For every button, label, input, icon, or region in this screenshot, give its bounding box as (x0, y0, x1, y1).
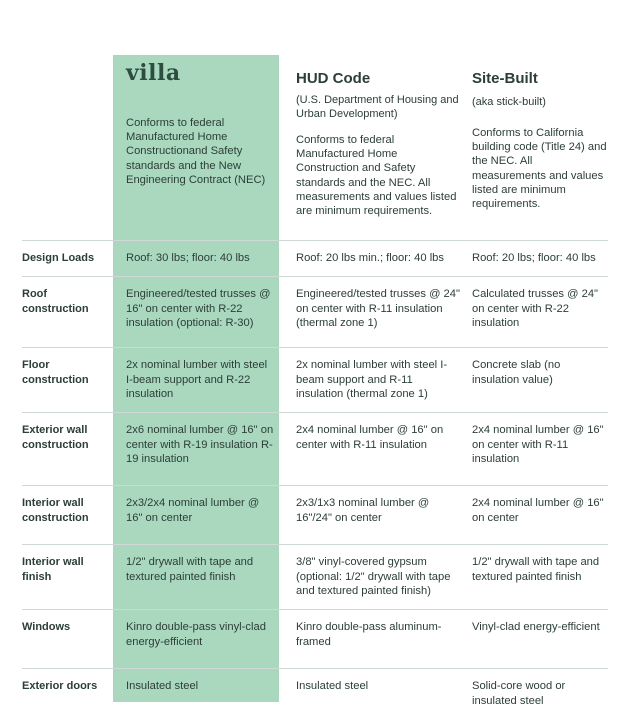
villa-cell: Kinro double-pass vinyl-clad energy-efficient (126, 621, 266, 648)
row-label: Interior wall finish (22, 556, 84, 583)
table-row (22, 412, 608, 485)
row-label: Roof construction (22, 288, 89, 315)
comparison-table (22, 55, 608, 709)
site-cell: Concrete slab (no insulation value) (472, 359, 561, 386)
site-header (472, 55, 608, 211)
table-row (22, 276, 608, 347)
hud-subtitle: (U.S. Department of Housing and Urban Development) (296, 94, 459, 120)
table-row (22, 609, 608, 668)
site-cell: Vinyl-clad energy-efficient (472, 621, 600, 633)
villa-cell: 2x3/2x4 nominal lumber @ 16" on center (126, 497, 260, 524)
row-label: Design Loads (22, 252, 95, 264)
hud-cell: 2x4 nominal lumber @ 16" on center with R-11 insulation (296, 424, 444, 451)
site-cell: 2x4 nominal lumber @ 16" on center (472, 497, 604, 524)
hud-cell: Insulated steel (296, 680, 369, 692)
row-label: Windows (22, 621, 71, 633)
villa-cell: Roof: 30 lbs; floor: 40 lbs (126, 252, 250, 264)
site-cell: 2x4 nominal lumber @ 16" on center with R-11 insulation (472, 424, 604, 466)
villa-cell: 2x nominal lumber with steel I-beam support and R-22 insulation (126, 359, 268, 401)
hud-title: HUD Code (296, 70, 371, 87)
hud-cell: Roof: 20 lbs min.; floor: 40 lbs (296, 252, 444, 264)
row-label: Exterior doors (22, 680, 98, 692)
row-label: Exterior wall construction (22, 424, 89, 451)
villa-logo: villa (126, 60, 181, 86)
table-row (22, 240, 608, 276)
villa-header (126, 55, 276, 187)
hud-description: Conforms to federal Manufactured Home Construction and Safety standards and the NEC. All measurements and values listed are minimum requirements. (296, 134, 457, 218)
table-row (22, 485, 608, 544)
villa-cell: Engineered/tested trusses @ 16" on center with R-22 insulation (optional: R-30) (126, 288, 271, 330)
table-row (22, 544, 608, 609)
villa-description: Conforms to federal Manufactured Home Constructionand Safety standards and the New Engineering Contract (NEC) (126, 117, 266, 186)
row-label: Interior wall construction (22, 497, 89, 524)
villa-cell: Insulated steel (126, 680, 199, 692)
site-cell: Solid-core wood or insulated steel (472, 680, 566, 707)
hud-cell: 3/8" vinyl-covered gypsum (optional: 1/2" drywall with tape and textured painted finish) (296, 556, 451, 598)
site-cell: Roof: 20 lbs; floor: 40 lbs (472, 252, 596, 264)
villa-cell: 1/2" drywall with tape and textured painted finish (126, 556, 254, 583)
hud-cell: Engineered/tested trusses @ 24" on center with R-11 insulation (thermal zone 1) (296, 288, 460, 330)
table-row (22, 668, 608, 709)
site-description: Conforms to California building code (Title 24) and the NEC. All measurements and values listed are minimum requirements. (472, 127, 607, 211)
table-header (22, 55, 608, 240)
site-subtitle: (aka stick-built) (472, 96, 546, 108)
row-label: Floor construction (22, 359, 89, 386)
hud-cell: Kinro double-pass aluminum-framed (296, 621, 442, 648)
hud-cell: 2x nominal lumber with steel I-beam support and R-11 insulation (thermal zone 1) (296, 359, 448, 401)
site-cell: Calculated trusses @ 24" on center with R-22 insulation (472, 288, 599, 330)
hud-header (296, 55, 461, 218)
site-cell: 1/2" drywall with tape and textured painted finish (472, 556, 600, 583)
site-title: Site-Built (472, 70, 538, 87)
table-row (22, 347, 608, 412)
villa-cell: 2x6 nominal lumber @ 16" on center with R-19 insulation R-19 insulation (126, 424, 274, 466)
hud-cell: 2x3/1x3 nominal lumber @ 16"/24" on center (296, 497, 430, 524)
